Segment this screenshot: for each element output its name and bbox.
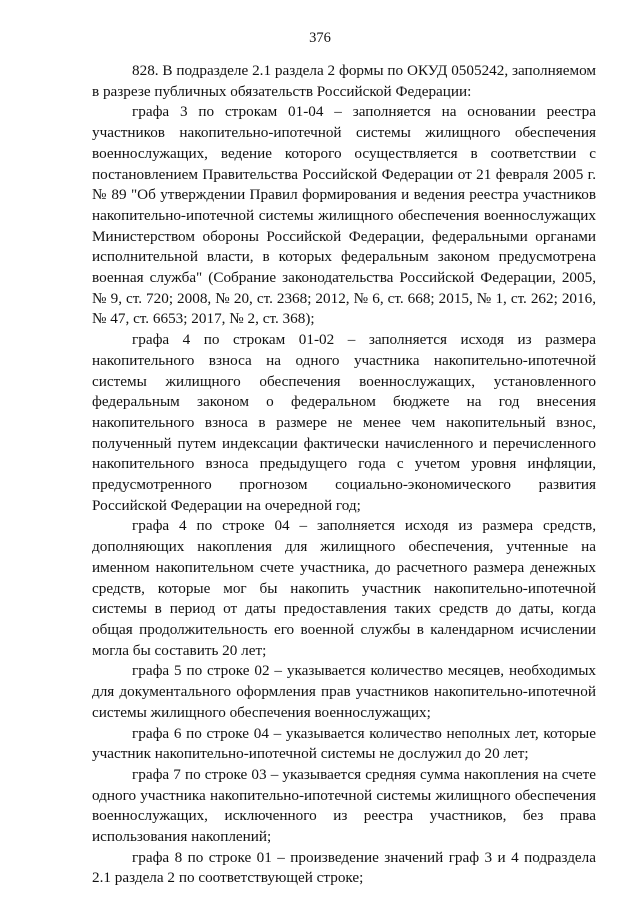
paragraph-column-4-rows-01-02: графа 4 по строкам 01-02 – заполняется исходя из размера накопительного взноса на одного участника накопительно-ипотечной системы жилищного обеспечения военнослужащих, установленного федеральным законом о федеральном бюджете на год внесения накопительного взноса в размере не менее чем накопительный взнос, полученный путем индексации фактически начисленного и перечисленного накопительного взноса предыдущего года с учетом уровня инфляции, предусмотренного прогнозом социально-экономического развития Российской Федерации на очередной год; bbox=[92, 331, 596, 514]
paragraph-column-5-row-02: графа 5 по строке 02 – указывается количество месяцев, необходимых для документального оформления прав участников накопительно-ипотечной системы жилищного обеспечения военнослужащих; bbox=[92, 662, 596, 721]
paragraph-column-4-row-04: графа 4 по строке 04 – заполняется исходя из размера средств, дополняющих накопления для жилищного обеспечения, учтенные на именном накопительном счете участника, до расчетного размера денежных средств, которые мог бы накопить участник накопительно-ипотечной системы в период от даты предоставления таких средств до даты, когда общая продолжительность его военной службы в календарном исчислении могла бы составить 20 лет; bbox=[92, 517, 596, 659]
page-number: 376 bbox=[309, 30, 331, 46]
document-body bbox=[92, 61, 596, 889]
paragraph-column-3-rows-01-04: графа 3 по строкам 01-04 – заполняется на основании реестра участников накопительно-ипотечной системы жилищного обеспечения военнослужащих, ведение которого осуществляется в соответствии с постановлением Правительства Российской Федерации от 21 февраля 2005 г. № 89 "Об утверждении Правил формирования и ведения реестра участников накопительно-ипотечной системы жилищного обеспечения военнослужащих Министерством обороны Российской Федерации, федеральными органами исполнительной власти, в которых федеральным законом предусмотрена военная служба" (Собрание законодательства Российской Федерации, 2005, № 9, ст. 720; 2008, № 20, ст. 2368; 2012, № 6, ст. 668; 2015, № 1, ст. 262; 2016, № 47, ст. 6653; 2017, № 2, ст. 368); bbox=[92, 103, 596, 328]
paragraph-column-8-row-01: графа 8 по строке 01 – произведение значений граф 3 и 4 подраздела 2.1 раздела 2 по соответствующей строке; bbox=[92, 848, 596, 887]
paragraph-column-7-row-03: графа 7 по строке 03 – указывается средняя сумма накопления на счете одного участника накопительно-ипотечной системы жилищного обеспечения военнослужащих, исключенного из реестра участников, без права использования накоплений; bbox=[92, 765, 596, 846]
paragraph-column-6-row-04: графа 6 по строке 04 – указывается количество неполных лет, которые участник накопительно-ипотечной системы не дослужил до 20 лет; bbox=[92, 724, 596, 763]
paragraph-828-intro: 828. В подразделе 2.1 раздела 2 формы по ОКУД 0505242, заполняемом в разрезе публичных обязательств Российской Федерации: bbox=[92, 62, 596, 100]
